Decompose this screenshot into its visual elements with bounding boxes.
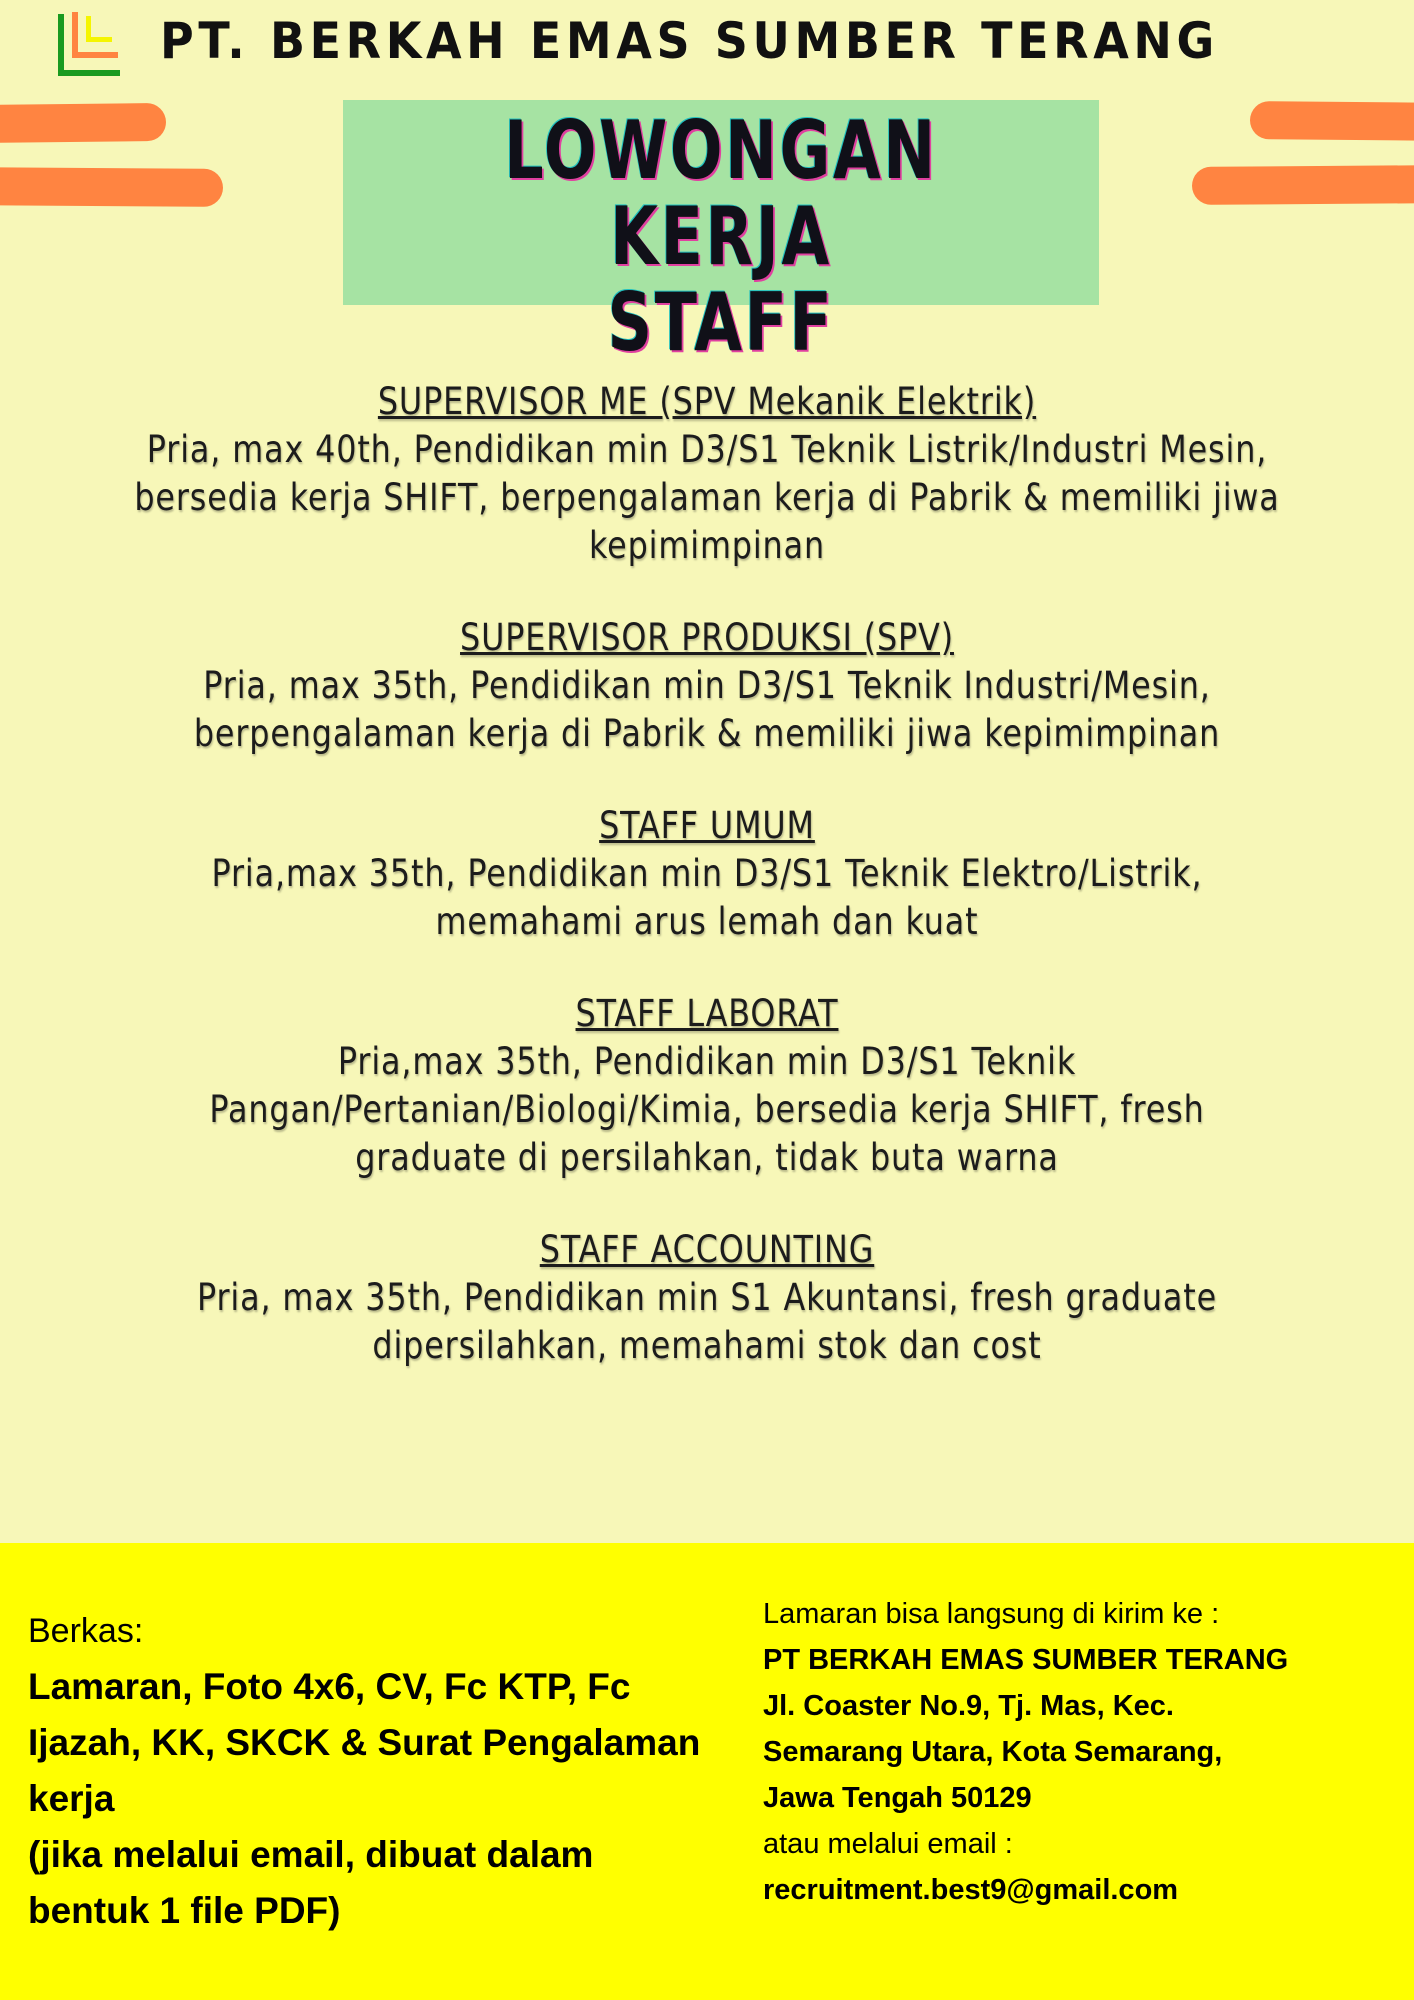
decorative-stroke-left-top: [0, 103, 166, 143]
job-title: SUPERVISOR ME (SPV Mekanik Elektrik): [377, 380, 1037, 423]
job-list: [40, 378, 1374, 1414]
job-title: SUPERVISOR PRODUKSI (SPV): [460, 616, 954, 659]
job-item: [133, 990, 1280, 1182]
company-name: PT. BERKAH EMAS SUMBER TERANG: [160, 12, 1219, 70]
stacked-chevrons-logo-icon: [50, 12, 126, 82]
contact-address-line-2: Semarang Utara, Kota Semarang,: [763, 1736, 1223, 1768]
decorative-stroke-left-bottom: [0, 167, 223, 207]
job-item: [133, 614, 1280, 758]
contact-address-line-1: Jl. Coaster No.9, Tj. Mas, Kec.: [763, 1690, 1174, 1722]
contact-address-line-3: Jawa Tengah 50129: [763, 1782, 1032, 1814]
berkas-items: Lamaran, Foto 4x6, CV, Fc KTP, Fc Ijazah, KK, SKCK & Surat Pengalaman kerja: [28, 1666, 701, 1819]
job-description: Pria, max 35th, Pendidikan min S1 Akuntansi, fresh graduate dipersilahkan, memahami stok dan cost: [196, 1276, 1218, 1367]
job-description: Pria,max 35th, Pendidikan min D3/S1 Teknik Elektro/Listrik, memahami arus lemah dan kuat: [211, 852, 1203, 943]
contact-company: PT BERKAH EMAS SUMBER TERANG: [763, 1644, 1289, 1676]
job-description: Pria,max 35th, Pendidikan min D3/S1 Teknik Pangan/Pertanian/Biologi/Kimia, bersedia kerja SHIFT, fresh graduate di persilahkan, tidak buta warna: [209, 1040, 1205, 1179]
job-title: STAFF ACCOUNTING: [539, 1228, 875, 1271]
requirements-section: [28, 1609, 708, 1939]
title-line-2: STAFF: [607, 276, 835, 369]
title-line-1: LOWONGAN KERJA: [504, 104, 938, 283]
footer-panel: [0, 1543, 1414, 2000]
job-description: Pria, max 40th, Pendidikan min D3/S1 Teknik Listrik/Industri Mesin, bersedia kerja SHIFT, berpengalaman kerja di Pabrik & memiliki jiwa kepimimpinan: [134, 428, 1280, 567]
contact-section: [763, 1591, 1403, 1913]
job-title: STAFF LABORAT: [575, 992, 839, 1035]
berkas-list: [28, 1659, 708, 1939]
job-item: [133, 378, 1280, 570]
decorative-stroke-right-top: [1250, 101, 1414, 141]
decorative-stroke-right-bottom: [1192, 165, 1414, 205]
job-title: STAFF UMUM: [599, 804, 815, 847]
berkas-note: (jika melalui email, dibuat dalam bentuk 1 file PDF): [28, 1834, 594, 1931]
job-item: [133, 1226, 1280, 1370]
contact-email[interactable]: recruitment.best9@gmail.com: [763, 1874, 1179, 1906]
job-description: Pria, max 35th, Pendidikan min D3/S1 Teknik Industri/Mesin, berpengalaman kerja di Pabrik & memiliki jiwa kepimimpinan: [193, 664, 1221, 755]
contact-intro: Lamaran bisa langsung di kirim ke :: [763, 1598, 1220, 1630]
berkas-label: Berkas:: [28, 1612, 144, 1650]
title-banner: [343, 100, 1099, 369]
contact-email-intro: atau melalui email :: [763, 1828, 1013, 1860]
job-item: [133, 802, 1280, 946]
